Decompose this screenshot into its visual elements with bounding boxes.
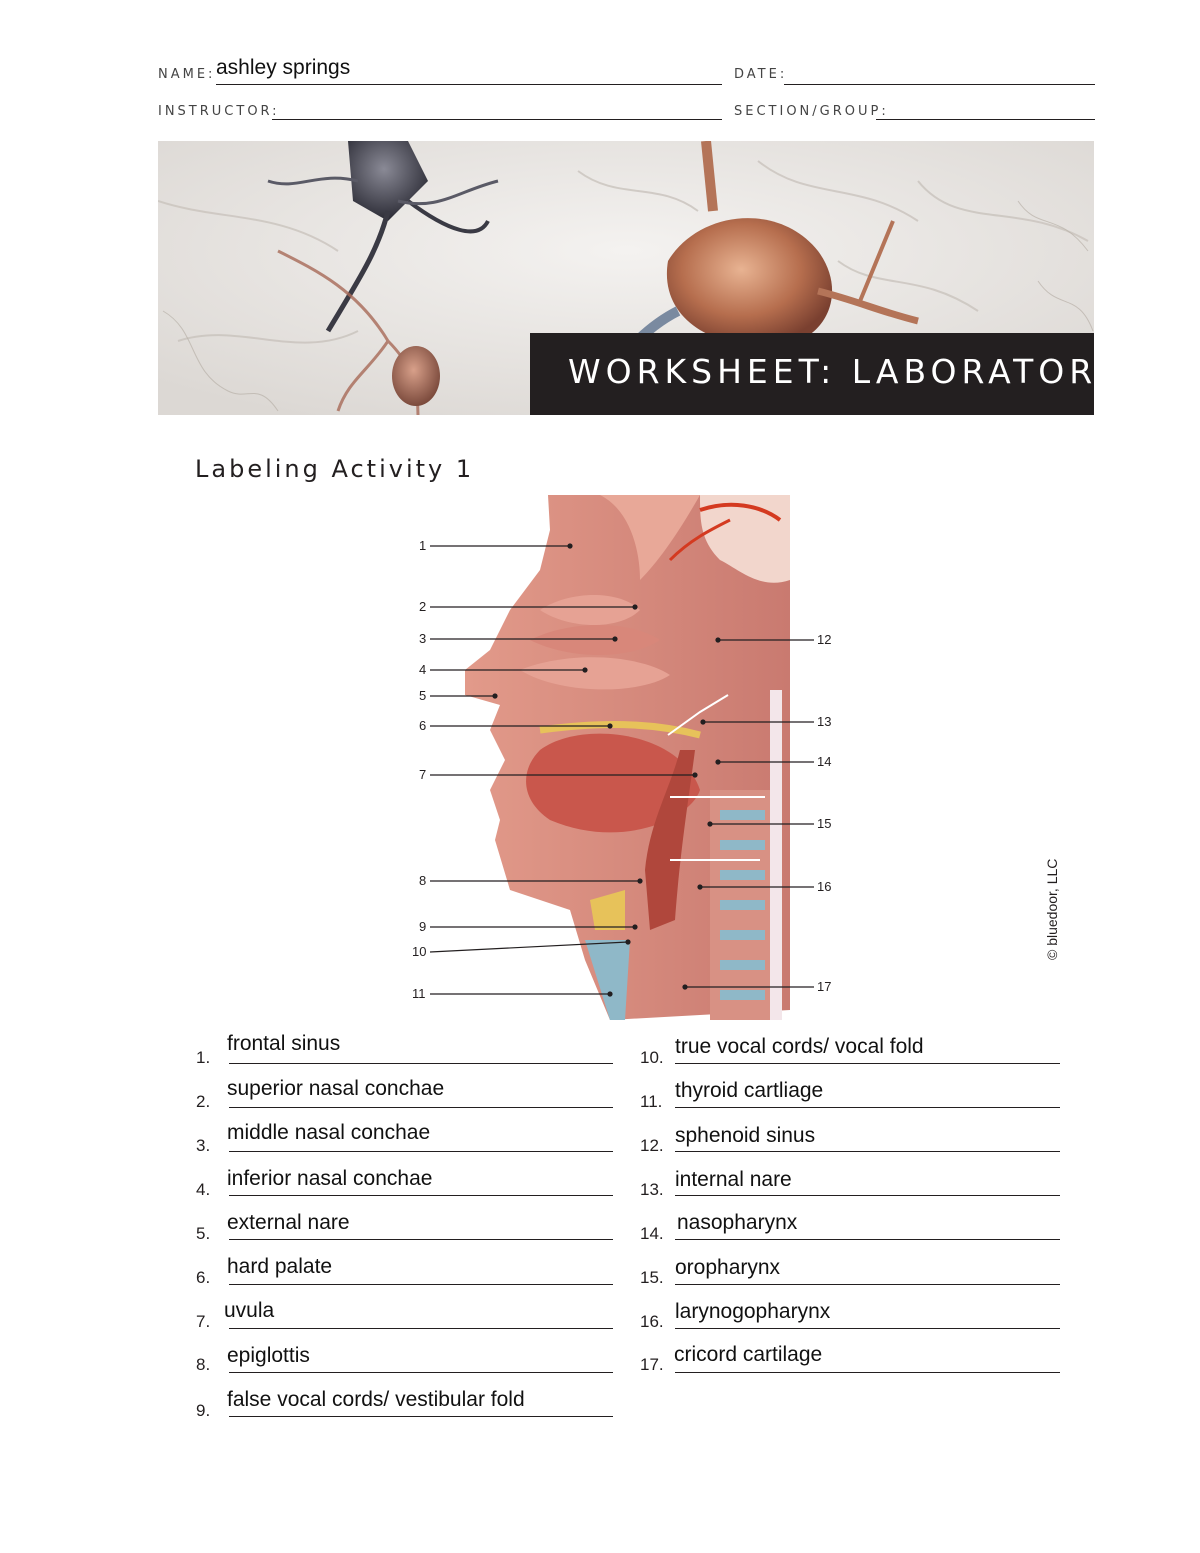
answer-line bbox=[675, 1063, 1060, 1064]
answer-text[interactable]: external nare bbox=[227, 1211, 350, 1234]
answer-text[interactable]: hard palate bbox=[227, 1255, 333, 1278]
answer-line bbox=[229, 1063, 613, 1064]
instructor-line[interactable] bbox=[272, 119, 722, 120]
answer-line bbox=[229, 1416, 613, 1417]
answer-text[interactable]: sphenoid sinus bbox=[675, 1124, 816, 1147]
answer-text[interactable]: cricord cartilage bbox=[674, 1343, 823, 1366]
answer-text[interactable]: frontal sinus bbox=[227, 1032, 341, 1055]
answer-number: 16. bbox=[640, 1312, 664, 1331]
answer-number: 9. bbox=[196, 1401, 211, 1420]
answer-text[interactable]: internal nare bbox=[675, 1168, 792, 1191]
answer-text[interactable]: true vocal cords/ vocal fold bbox=[675, 1035, 924, 1058]
answer-line bbox=[675, 1107, 1060, 1108]
diagram-label: 10 bbox=[412, 944, 427, 959]
answer-line bbox=[229, 1107, 613, 1108]
diagram-label: 13 bbox=[817, 714, 832, 729]
diagram-label: 3 bbox=[419, 631, 427, 646]
diagram-label: 15 bbox=[817, 816, 832, 831]
diagram-label: 12 bbox=[817, 632, 832, 647]
diagram-label: 17 bbox=[817, 979, 832, 994]
answer-line bbox=[229, 1195, 613, 1196]
answer-line bbox=[229, 1151, 613, 1152]
answer-text[interactable]: superior nasal conchae bbox=[227, 1077, 445, 1100]
answer-line bbox=[229, 1284, 613, 1285]
answer-line bbox=[229, 1372, 613, 1373]
answer-line bbox=[675, 1239, 1060, 1240]
answer-text[interactable]: false vocal cords/ vestibular fold bbox=[227, 1388, 525, 1411]
answer-number: 1. bbox=[196, 1048, 211, 1067]
diagram-label: 6 bbox=[419, 718, 427, 733]
diagram-label: 7 bbox=[419, 767, 427, 782]
answer-number: 5. bbox=[196, 1224, 211, 1243]
answer-line bbox=[675, 1372, 1060, 1373]
name-label: NAME: bbox=[158, 67, 216, 82]
date-line[interactable] bbox=[784, 84, 1095, 85]
instructor-label: INSTRUCTOR: bbox=[158, 104, 280, 119]
diagram-label: 9 bbox=[419, 919, 427, 934]
answer-text[interactable]: epiglottis bbox=[227, 1344, 310, 1367]
answer-line bbox=[675, 1151, 1060, 1152]
answer-text[interactable]: thyroid cartliage bbox=[675, 1079, 824, 1102]
answer-line bbox=[675, 1195, 1060, 1196]
name-line bbox=[216, 84, 722, 85]
name-value[interactable]: ashley springs bbox=[216, 56, 351, 79]
date-label: DATE: bbox=[734, 67, 788, 82]
answer-number: 17. bbox=[640, 1355, 664, 1374]
diagram-label: 8 bbox=[419, 873, 427, 888]
diagram-label: 2 bbox=[419, 599, 427, 614]
answer-number: 15. bbox=[640, 1268, 664, 1287]
answer-line bbox=[675, 1284, 1060, 1285]
answer-text[interactable]: uvula bbox=[224, 1299, 275, 1322]
answer-number: 6. bbox=[196, 1268, 211, 1287]
answer-line bbox=[229, 1328, 613, 1329]
answer-text[interactable]: middle nasal conchae bbox=[227, 1121, 431, 1144]
answer-text[interactable]: inferior nasal conchae bbox=[227, 1167, 433, 1190]
answer-text[interactable]: nasopharynx bbox=[677, 1211, 798, 1234]
diagram-label: 1 bbox=[419, 538, 427, 553]
section-label: SECTION/GROUP: bbox=[734, 104, 889, 119]
answer-number: 14. bbox=[640, 1224, 664, 1243]
activity-title: Labeling Activity 1 bbox=[195, 455, 475, 483]
diagram-label: 5 bbox=[419, 688, 427, 703]
diagram-label: 16 bbox=[817, 879, 832, 894]
answer-number: 3. bbox=[196, 1136, 211, 1155]
answer-number: 10. bbox=[640, 1048, 664, 1067]
answer-text[interactable]: larynogopharynx bbox=[675, 1300, 831, 1323]
diagram-label: 4 bbox=[419, 662, 427, 677]
answer-number: 8. bbox=[196, 1355, 211, 1374]
worksheet-title: WORKSHEET: LABORATORY 16 bbox=[568, 352, 1188, 391]
answer-number: 12. bbox=[640, 1136, 664, 1155]
answer-number: 2. bbox=[196, 1092, 211, 1111]
answer-number: 13. bbox=[640, 1180, 664, 1199]
diagram-label: 11 bbox=[412, 986, 426, 1001]
section-line[interactable] bbox=[876, 119, 1095, 120]
answer-line bbox=[229, 1239, 613, 1240]
answer-line bbox=[675, 1328, 1060, 1329]
answer-number: 7. bbox=[196, 1312, 211, 1331]
head-neck-sagittal-diagram bbox=[400, 490, 860, 1030]
diagram-label: 14 bbox=[817, 754, 832, 769]
copyright-text: © bluedoor, LLC bbox=[1044, 858, 1060, 960]
answer-text[interactable]: oropharynx bbox=[675, 1256, 781, 1279]
answer-number: 4. bbox=[196, 1180, 211, 1199]
answer-number: 11. bbox=[640, 1092, 663, 1111]
